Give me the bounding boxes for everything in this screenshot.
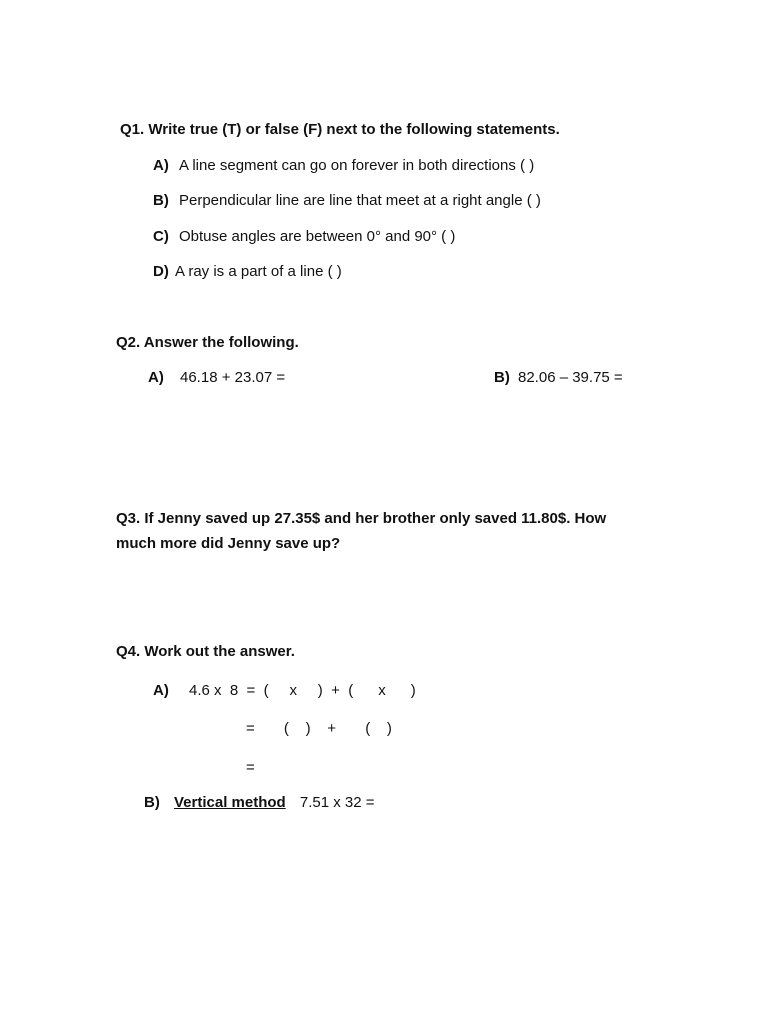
q4-part-a-line-3: =	[246, 759, 255, 776]
q1-item-a-text: A line segment can go on forever in both directions ( )	[179, 157, 535, 174]
q2-part-b-text: 82.06 – 39.75 =	[518, 369, 623, 386]
q1-item-b	[153, 192, 541, 209]
q4-part-b-method: Vertical method	[174, 794, 286, 811]
q4-part-a-line-2: = ( ) + ( )	[246, 720, 392, 737]
q3-line-2: much more did Jenny save up?	[116, 535, 341, 552]
q1-item-c-text: Obtuse angles are between 0° and 90° ( )	[179, 228, 456, 245]
q4-heading: Q4. Work out the answer.	[116, 643, 295, 660]
q3-line-1: Q3. If Jenny saved up 27.35$ and her brother only saved 11.80$. How	[116, 510, 607, 527]
q1-item-d-label: D)	[153, 263, 169, 280]
q1-item-b-text: Perpendicular line are line that meet at a right angle ( )	[179, 192, 541, 209]
q1-item-d-text: A ray is a part of a line ( )	[175, 263, 342, 280]
q2-part-a-label: A)	[148, 369, 164, 386]
q1-item-b-label: B)	[153, 192, 169, 209]
q4-part-b-label: B)	[144, 794, 160, 811]
q1-item-c-label: C)	[153, 228, 169, 245]
q4-part-b	[144, 794, 375, 811]
q4-part-b-text: 7.51 x 32 =	[299, 794, 375, 811]
q2-part-b-label: B)	[494, 369, 510, 386]
q1-item-d	[153, 263, 342, 280]
q4-part-a-label: A)	[153, 682, 169, 699]
q2-part-a	[148, 369, 285, 386]
q2-part-a-text: 46.18 + 23.07 =	[180, 369, 286, 386]
q1-item-a-label: A)	[153, 157, 169, 174]
q4-part-a-line-1: 4.6 x 8 = ( x ) + ( x )	[189, 682, 416, 699]
q2-heading: Q2. Answer the following.	[116, 334, 299, 351]
q2-part-b	[494, 369, 623, 386]
q1-item-c	[153, 228, 455, 245]
q1-item-a	[153, 157, 534, 174]
q1-heading: Q1. Write true (T) or false (F) next to the following statements.	[120, 121, 560, 138]
